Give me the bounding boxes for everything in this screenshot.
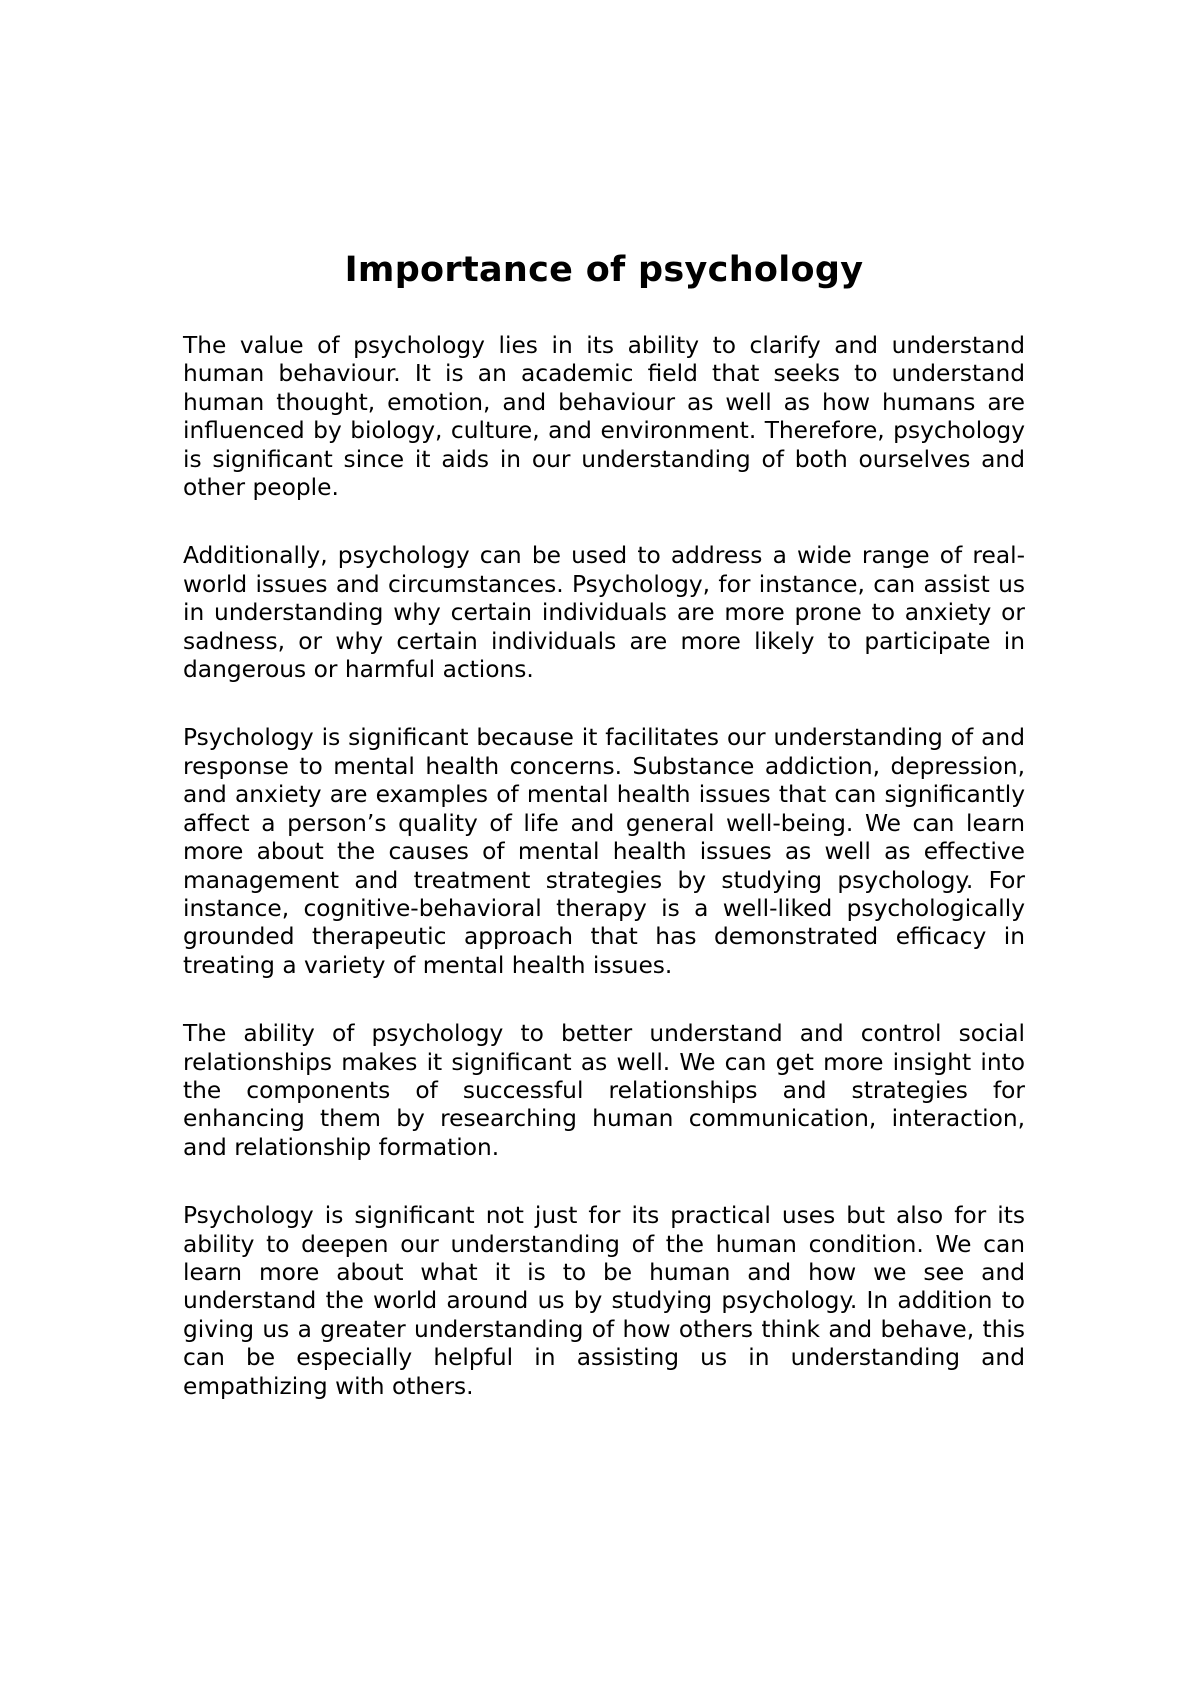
paragraph-2: Additionally, psychology can be used to address a wide range of real-world issues and circumstances. Psychology, for instance, can assist us in understanding why certain individuals are more prone to anxiety or sadness, or why certain individuals are more likely to participate in dangerous or harmful actions.: [183, 542, 1025, 684]
paragraph-3: Psychology is significant because it facilitates our understanding of and response to mental health concerns. Substance addiction, depression, and anxiety are examples of mental health issues that can significantly affect a person’s quality of life and general well-being. We can learn more about the causes of mental health issues as well as effective management and treatment strategies by studying psychology. For instance, cognitive-behavioral therapy is a well-liked psychologically grounded therapeutic approach that has demonstrated efficacy in treating a variety of mental health issues.: [183, 724, 1025, 979]
document-page: [183, 248, 1025, 1441]
paragraph-1: The value of psychology lies in its ability to clarify and understand human behaviour. It is an academic field that seeks to understand human thought, emotion, and behaviour as well as how humans are influenced by biology, culture, and environment. Therefore, psychology is significant since it aids in our understanding of both ourselves and other people.: [183, 332, 1025, 502]
paragraph-4: The ability of psychology to better understand and control social relationships makes it significant as well. We can get more insight into the components of successful relationships and strategies for enhancing them by researching human communication, interaction, and relationship formation.: [183, 1020, 1025, 1161]
document-body: [183, 332, 1025, 1401]
paragraph-5: Psychology is significant not just for its practical uses but also for its ability to deepen our understanding of the human condition. We can learn more about what it is to be human and how we see and understand the world around us by studying psychology. In addition to giving us a greater understanding of how others think and behave, this can be especially helpful in assisting us in understanding and empathizing with others.: [183, 1202, 1025, 1400]
document-title: Importance of psychology: [344, 250, 864, 290]
